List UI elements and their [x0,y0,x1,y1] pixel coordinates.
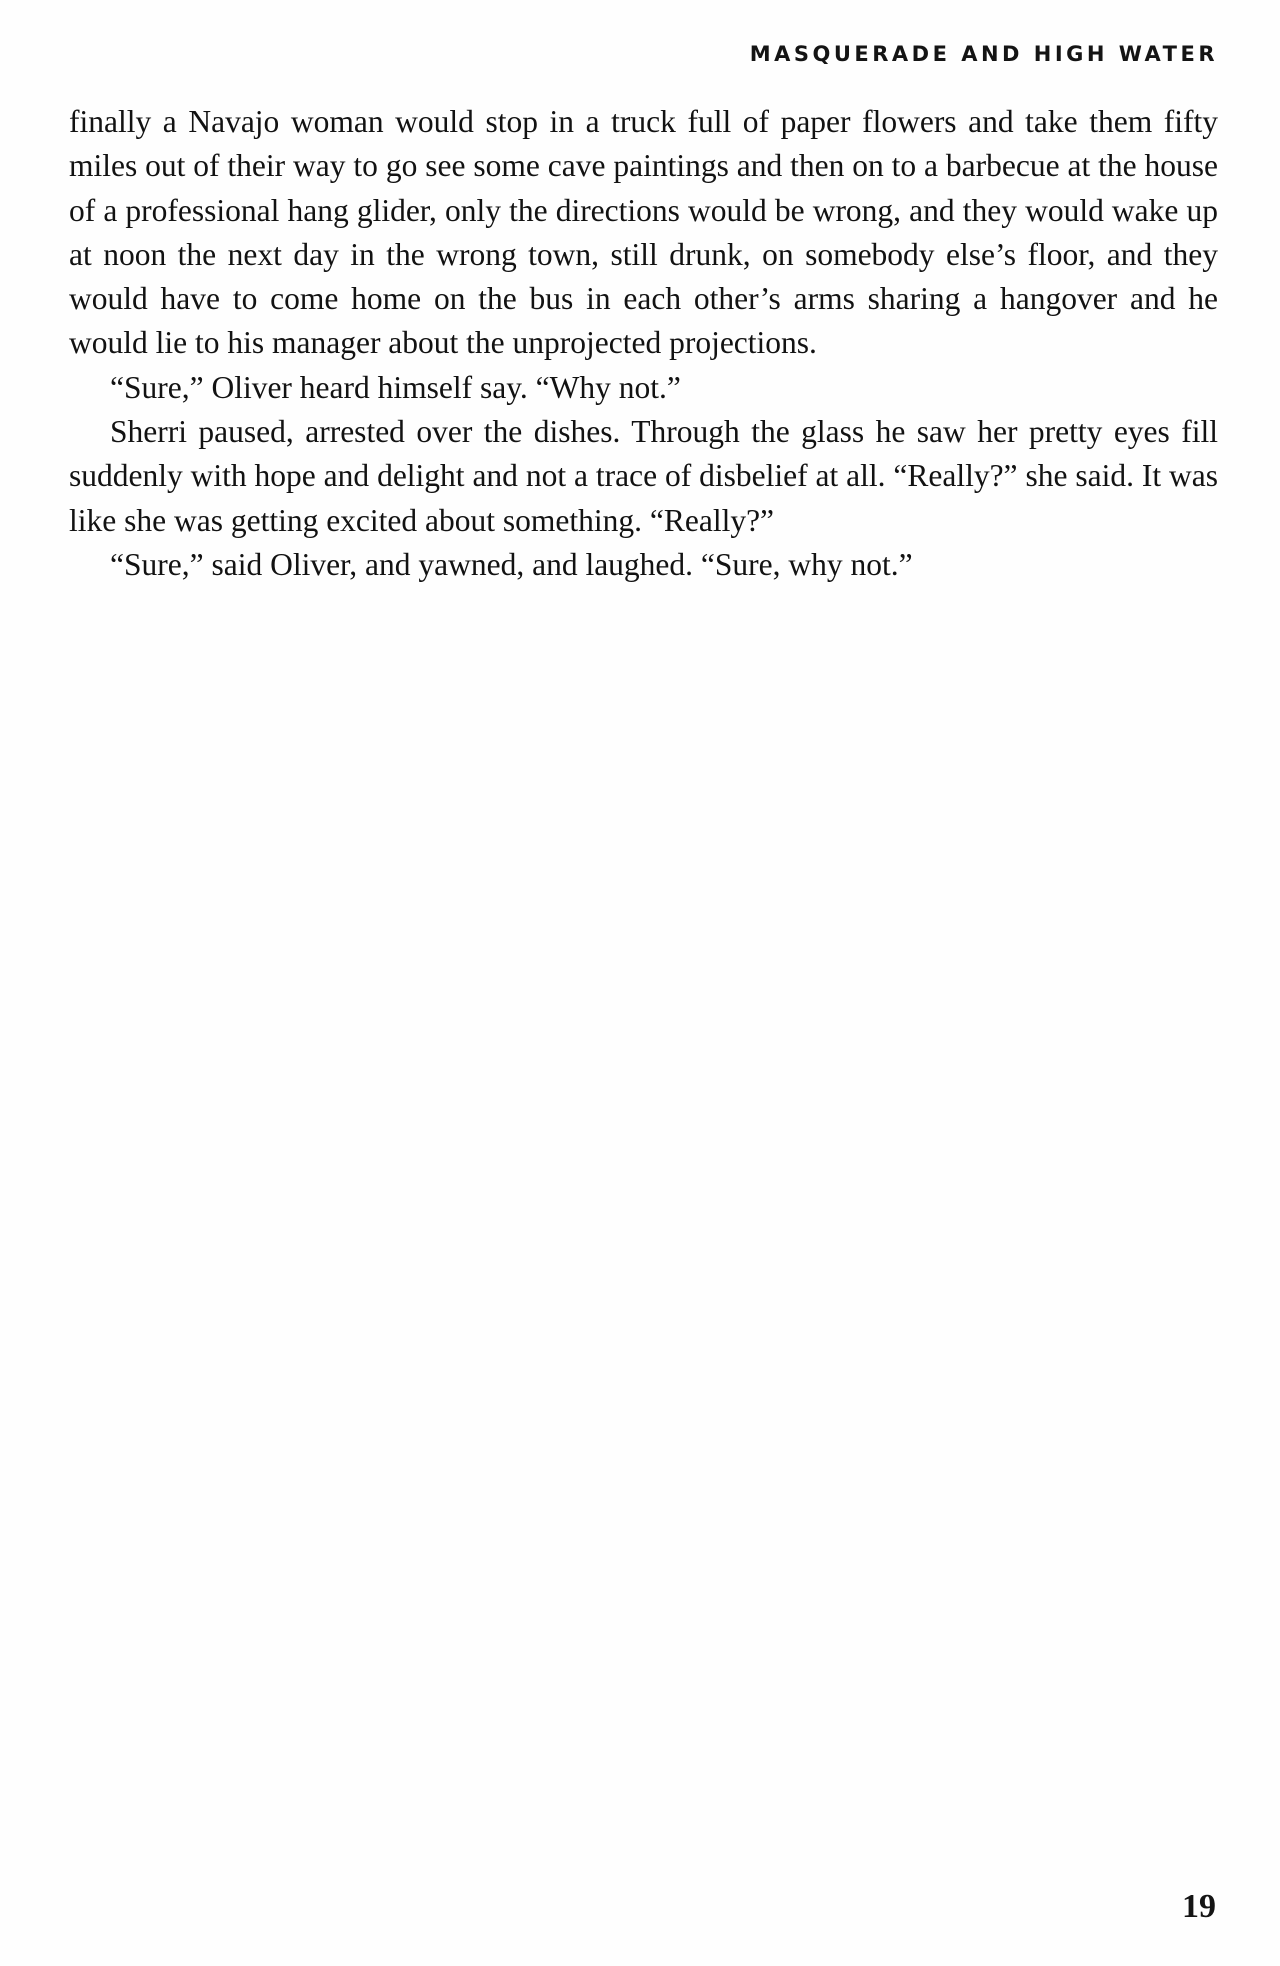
paragraph: Sherri paused, arrested over the dishes. Through the glass he saw her pretty eyes fill suddenly with hope and delight and not a trace of disbelief at all. “Really?” she said. It was like she was getting excited about something. “Really?” [69,414,1218,538]
paragraph: “Sure,” said Oliver, and yawned, and laughed. “Sure, why not.” [110,546,913,582]
page-number: 19 [1182,1888,1216,1925]
running-head: MASQUERADE AND HIGH WATER [749,42,1218,66]
paragraph: finally a Navajo woman would stop in a truck full of paper flowers and take them fifty miles out of their way to go see some cave paintings and then on to a barbecue at the house of a professional hang glider, only the directions would be wrong, and they would wake up at noon the next day in the wrong town, still drunk, on somebody else’s floor, and they would have to come home on the bus in each other’s arms sharing a hangover and he would lie to his manager about the unprojected projections. [69,104,1218,361]
paragraph: “Sure,” Oliver heard himself say. “Why not.” [110,369,681,405]
body-text [69,100,1218,587]
